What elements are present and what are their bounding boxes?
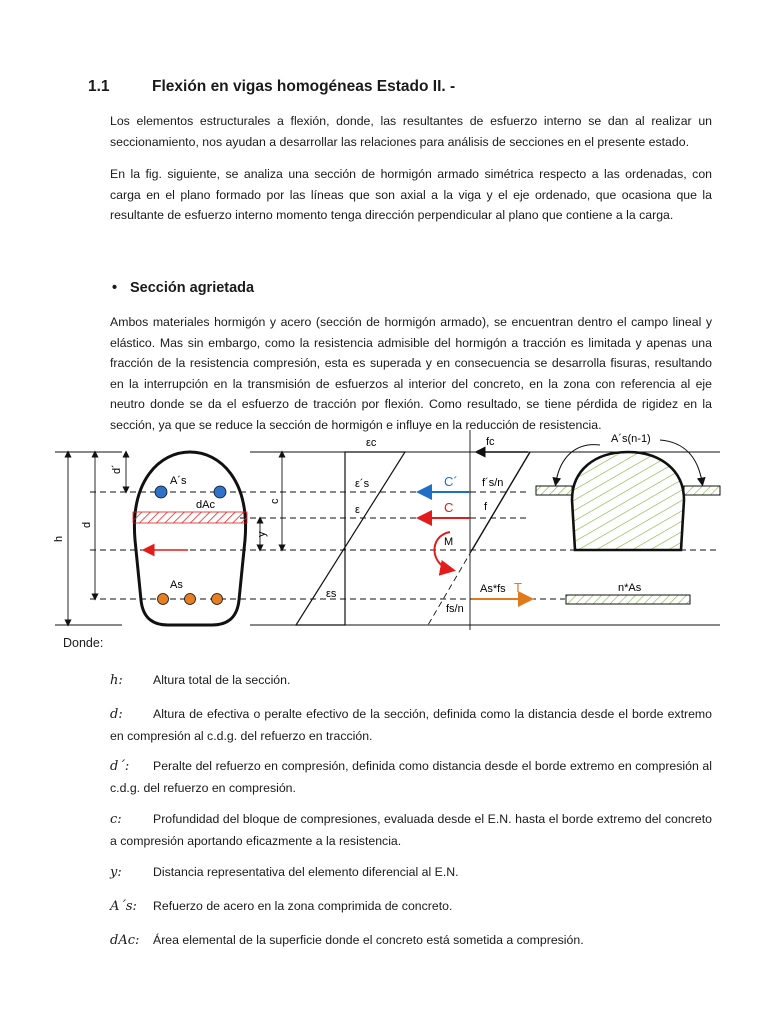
definition-item	[110, 756, 712, 798]
transformed-compression-steel	[684, 486, 720, 495]
definition-symbol: d´:	[110, 759, 130, 774]
label-As-fs: As*fs	[480, 583, 506, 595]
section-number: 1.1	[88, 78, 110, 95]
label-y: y	[256, 531, 268, 537]
label-As-prime: A´s	[170, 475, 187, 487]
label-C: C	[444, 500, 454, 515]
definition-symbol: h:	[110, 673, 123, 688]
label-eps-c: εc	[366, 437, 377, 449]
label-dAc: dAc	[196, 499, 215, 511]
definition-item	[110, 930, 712, 952]
cracked-section-paragraph: Ambos materiales hormigón y acero (sección de hormigón armado), se encuentran dentro el campo lineal y elástico. Mas sin embargo, como la resistencia admisible del hormigón a tracción es limitada y apenas una fracción de la resistencia compresión, esta es superada y en consecuencia se desarrolla fisuras, resultando en la interrupción en la transmisión de esfuerzos al interior del concreto, en la zona con referencia al eje neutro donde se da el esfuerzo de tracción por flexión. Como resultado, se tiene pérdida de rigidez en la sección, ya que se reduce la sección de hormigón e influye en la reducción de resistencia.	[110, 315, 712, 432]
cracked-section-figure	[0, 425, 768, 635]
section-title: Flexión en vigas homogéneas Estado II. -	[152, 78, 456, 95]
compression-steel-bar	[155, 486, 167, 498]
transformed-concrete-area	[572, 452, 684, 550]
label-h: h	[53, 535, 65, 542]
definition-text: Área elemental de la superficie donde el concreto está sometida a compresión.	[153, 933, 584, 947]
definition-text: Altura de efectiva o peralte efectivo de la sección, definida como la distancia desde el borde extremo en compresión al c.d.g. del refuerzo en tracción.	[110, 707, 712, 743]
compression-steel-bar	[214, 486, 226, 498]
label-As: As	[170, 579, 183, 591]
label-d: d	[81, 521, 93, 528]
definition-symbol: d:	[110, 707, 123, 722]
bullet-icon: •	[112, 280, 118, 296]
definition-text: Refuerzo de acero en la zona comprimida de concreto.	[153, 899, 453, 913]
label-f-prime-s-n: f´s/n	[482, 477, 504, 489]
label-T: T	[514, 580, 522, 595]
label-eps: ε	[355, 504, 360, 516]
definition-text: Altura total de la sección.	[153, 673, 291, 687]
label-n-As: n*As	[618, 582, 642, 594]
definition-item	[110, 862, 712, 884]
definition-text: Peralte del refuerzo en compresión, definida como distancia desde el borde extremo en compresión al c.d.g. del refuerzo en compresión.	[110, 759, 712, 795]
tension-steel-bar	[158, 594, 169, 605]
label-C-prime: C´	[444, 474, 458, 489]
dAc-strip	[133, 512, 247, 523]
definition-text: Distancia representativa del elemento diferencial al E.N.	[153, 865, 459, 879]
label-eps-prime-s: ε´s	[355, 478, 370, 490]
definition-text: Profundidad del bloque de compresiones, evaluada desde el E.N. hasta el borde extremo del concreto a compresión aportando eficazmente a la resistencia.	[110, 812, 712, 848]
definition-symbol: c:	[110, 812, 122, 827]
definition-item	[110, 670, 712, 692]
definitions-intro: Donde:	[63, 636, 104, 650]
label-As-prime-n1: A´s(n-1)	[611, 433, 651, 445]
section-heading	[88, 78, 455, 96]
definition-item	[110, 809, 712, 851]
label-f: f	[484, 501, 488, 513]
definition-symbol: y:	[110, 865, 122, 880]
definition-symbol: A´s:	[110, 899, 137, 914]
label-eps-s: εs	[326, 588, 337, 600]
subsection-heading	[112, 280, 255, 296]
figure-description-paragraph: En la fig. siguiente, se analiza una sección de hormigón armado simétrica respecto a las ordenadas, con carga en el plano formado por las líneas que son axial a la viga y el eje ordenado, que ocasiona que la resultante de esfuerzo interno momento tenga dirección perpendicular al plano que contiene a la carga.	[110, 167, 712, 223]
definition-item	[110, 704, 712, 746]
tension-steel-bar	[185, 594, 196, 605]
transformed-compression-steel	[536, 486, 572, 495]
label-fs-n: fs/n	[446, 603, 464, 615]
subsection-title: Sección agrietada	[130, 280, 255, 296]
stress-line	[472, 452, 530, 550]
intro-paragraph: Los elementos estructurales a flexión, donde, las resultantes de esfuerzo interno se dan al realizar un seccionamiento, nos ayudan a desarrollar las relaciones para análisis de secciones en el presente estado.	[110, 114, 712, 149]
label-d-prime: d´	[111, 464, 123, 474]
label-c: c	[269, 498, 281, 504]
label-fc: fc	[486, 436, 495, 448]
label-M: M	[444, 536, 454, 548]
definition-symbol: dAc:	[110, 933, 140, 948]
definition-item	[110, 896, 712, 918]
transformed-tension-steel	[566, 595, 690, 604]
tension-steel-bar	[212, 594, 223, 605]
